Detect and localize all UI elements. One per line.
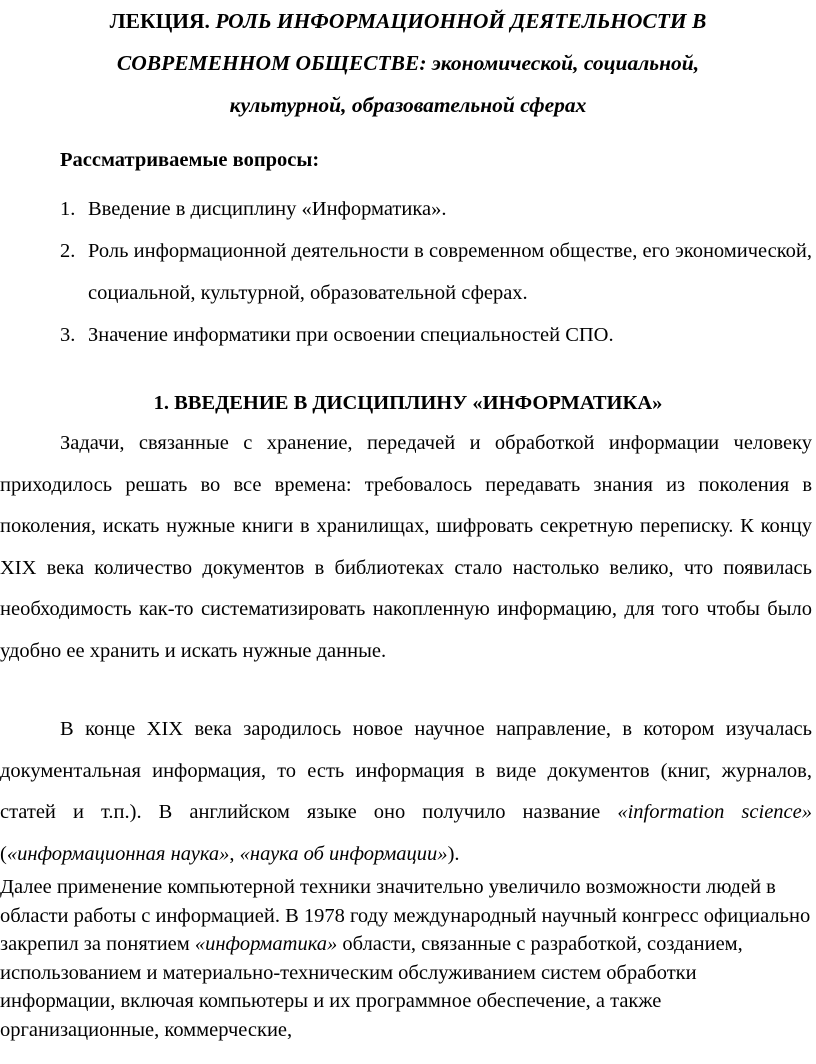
title-line-2: СОВРЕМЕННОМ ОБЩЕСТВЕ: экономической, социальной,: [116, 51, 700, 75]
list-item-text: Значение информатики при освоении специальностей СПО.: [88, 324, 614, 346]
paragraph-3-text-b: области, связанные с разработкой, созданием, использованием и материально-техническим обслуживанием систем обработки информации, включая компьютеры и их программное обеспечение, а также организационные, коммерческие,: [0, 933, 743, 1041]
title-line-1: РОЛЬ ИНФОРМАЦИОННОЙ ДЕЯТЕЛЬНОСТИ В: [215, 9, 707, 33]
term-information-science: «information science»: [617, 801, 812, 823]
list-item: [0, 314, 816, 356]
list-item: [0, 230, 816, 314]
questions-list: [0, 188, 816, 356]
list-item-text: Роль информационной деятельности в современном обществе, его экономической, социальной, культурной, образовательной сферах.: [88, 240, 812, 304]
list-item-text: Введение в дисциплину «Информатика».: [88, 198, 447, 220]
section-heading: 1. ВВЕДЕНИЕ В ДИСЦИПЛИНУ «ИНФОРМАТИКА»: [153, 392, 663, 414]
title-line-3: культурной, образовательной сферах: [229, 93, 587, 117]
list-item-number: 3.: [60, 324, 76, 346]
title-lead: ЛЕКЦИЯ.: [109, 9, 216, 33]
paragraph-3: [0, 873, 812, 1044]
questions-label: Рассматриваемые вопросы:: [60, 149, 320, 171]
paragraph-2-text-b: (: [0, 842, 7, 865]
paragraph-3-text-a: Далее применение компьютерной техники значительно увеличило возможности людей в области работы с информацией. В 1978 году международный научный конгресс официально закрепил за понятием: [0, 876, 811, 955]
term-informational-science: «информационная наука»: [6, 842, 230, 865]
term-science-of-information: «наука об информации»: [239, 842, 448, 865]
list-item: [0, 188, 816, 230]
lecture-title: [0, 0, 816, 126]
paragraph-2: [0, 709, 812, 875]
term-informatics: «информатика»: [194, 933, 338, 955]
list-item-number: 2.: [60, 240, 76, 262]
paragraph-1: Задачи, связанные с хранение, передачей и обработкой информации человеку приходилось решать во все времена: требовалось передавать знания из поколения в поколения, искать нужные книги в хранилищах, шифровать секретную переписку. К концу XIX века количество документов в библиотеках стало настолько велико, что появилась необходимость как-то систематизировать накопленную информацию, для того чтобы было удобно ее хранить и искать нужные данные.: [0, 432, 812, 662]
paragraph-2-text-c: ).: [447, 842, 460, 865]
paragraph-2-text-a: В конце XIX века зародилось новое научное направление, в котором изучалась документальная информация, то есть информация в виде документов (книг, журналов, статей и т.п.). В английском языке оно получило название: [0, 718, 812, 823]
list-item-number: 1.: [60, 198, 76, 220]
paragraph-2-separator: ,: [229, 842, 240, 865]
